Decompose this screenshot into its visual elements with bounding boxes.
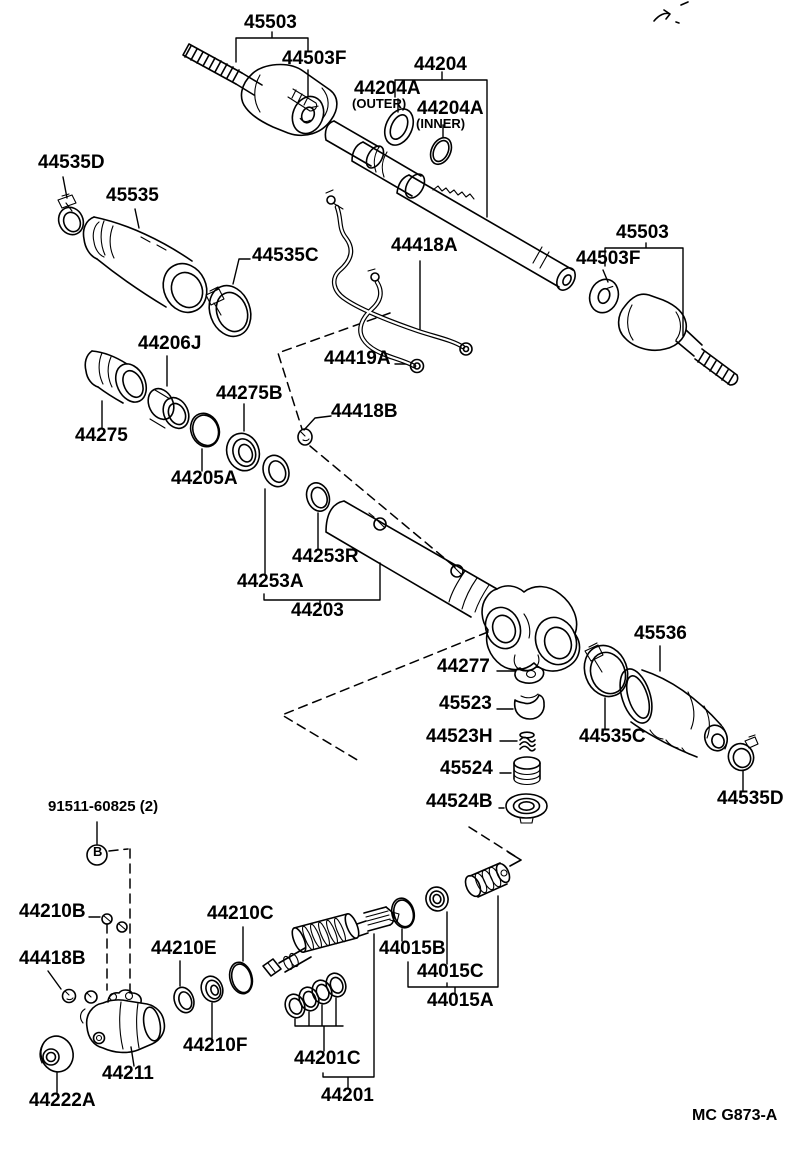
- claw-washer-right-drawing: [585, 275, 623, 317]
- part-label-44015a: 44015A: [427, 990, 494, 1011]
- part-label-44203: 44203: [291, 600, 344, 621]
- clips-44418b-bottom-drawing: [63, 990, 98, 1004]
- tie-rod-right-drawing: [619, 294, 738, 385]
- part-label-44210b: 44210B: [19, 901, 86, 922]
- part-label-44535c-left: 44535C: [252, 245, 319, 266]
- seal-44210f-drawing: [198, 973, 227, 1005]
- clamp-44535c-left-drawing: [202, 280, 257, 343]
- part-label-44524b: 44524B: [426, 791, 493, 812]
- part-label-44201: 44201: [321, 1085, 374, 1106]
- part-label-44418b-mid: 44418B: [331, 401, 398, 422]
- cap-45524-drawing: [514, 757, 540, 785]
- part-label-44206j: 44206J: [138, 333, 202, 354]
- part-label-44535d-left: 44535D: [38, 152, 105, 173]
- part-label-45503-left: 45503: [244, 12, 297, 33]
- part-label-44015c: 44015C: [417, 961, 484, 982]
- oring-44205a-drawing: [186, 409, 224, 451]
- part-label-doc-code: MC G873-A: [692, 1107, 778, 1124]
- part-label-44205a: 44205A: [171, 468, 238, 489]
- part-label-44210c: 44210C: [207, 903, 274, 924]
- part-label-44275b: 44275B: [216, 383, 283, 404]
- part-label-44204a-outer: 44204A: [354, 78, 421, 99]
- part-label-45523: 45523: [439, 693, 492, 714]
- part-label-44277: 44277: [437, 656, 490, 677]
- clip-44418b-mid-drawing: [298, 429, 312, 445]
- valve-shaft-44201-drawing: [263, 907, 399, 976]
- boot-45536-drawing: [614, 665, 731, 757]
- rack-end-cylinders-drawing: [325, 121, 428, 201]
- dashed-arrowhead: [508, 852, 521, 866]
- part-label-44204: 44204: [414, 54, 467, 75]
- part-label-bolt-b: B: [93, 844, 103, 859]
- oring-44210c-drawing: [226, 960, 256, 997]
- part-label-44253a: 44253A: [237, 571, 304, 592]
- part-label-44523h: 44523H: [426, 726, 493, 747]
- part-label-44015b: 44015B: [379, 938, 446, 959]
- part-label-44210e: 44210E: [151, 938, 217, 959]
- part-label-44204a-outer-sub: (OUTER): [352, 96, 407, 111]
- part-label-44204a-inner: 44204A: [417, 98, 484, 119]
- part-label-44222a: 44222A: [29, 1090, 96, 1111]
- valve-44015a-drawing: [462, 862, 512, 899]
- part-label-44419a: 44419A: [324, 348, 391, 369]
- part-label-45524: 45524: [440, 758, 493, 779]
- ring-44253a-drawing: [259, 452, 293, 491]
- valve-housing-44211-drawing: [81, 990, 165, 1052]
- rings-44201c-drawing: [282, 970, 349, 1020]
- part-label-44201c: 44201C: [294, 1048, 361, 1069]
- part-label-44418b-bottom: 44418B: [19, 948, 86, 969]
- part-label-bolt-code: 91511-60825 (2): [48, 798, 159, 815]
- guide-45523-drawing: [515, 694, 544, 719]
- part-label-44503f-left: 44503F: [282, 48, 347, 69]
- corner-mark: [654, 2, 688, 23]
- boot-45535-drawing: [83, 217, 214, 320]
- bolt-91511-drawing: [87, 845, 107, 865]
- oring-inner-drawing: [426, 134, 455, 167]
- part-label-44535d-right: 44535D: [717, 788, 784, 809]
- locknut-44524b-drawing: [506, 794, 547, 823]
- leader-lines: [48, 32, 743, 1094]
- screws-44210b-drawing: [102, 914, 127, 932]
- part-label-44211: 44211: [102, 1063, 154, 1084]
- clamp-44535c-right-drawing: [577, 639, 634, 702]
- seal-44210e-drawing: [171, 985, 198, 1016]
- rack-shaft-drawing: [397, 175, 579, 293]
- oil-seal-outer-drawing: [379, 104, 419, 149]
- clamp-44535d-right-drawing: [725, 735, 758, 774]
- part-label-45503-right: 45503: [616, 222, 669, 243]
- part-label-44418a: 44418A: [391, 235, 458, 256]
- cap-44222a-drawing: [37, 1032, 77, 1075]
- seal-44275b-drawing: [221, 429, 264, 476]
- ring-44253r-drawing: [303, 480, 334, 515]
- grommet-44275-drawing: [85, 351, 152, 407]
- part-label-45536: 45536: [634, 623, 687, 644]
- seal-44015c-drawing: [423, 885, 450, 914]
- spring-44523h-drawing: [520, 732, 535, 751]
- part-label-44204a-inner-sub: (INNER): [416, 116, 466, 131]
- bushing-44206j-drawing: [143, 384, 193, 432]
- part-label-45535: 45535: [106, 185, 159, 206]
- pressure-pipes-drawing: [324, 190, 463, 369]
- part-label-44275: 44275: [75, 425, 128, 446]
- part-label-44535c-right: 44535C: [579, 726, 646, 747]
- part-label-44253r: 44253R: [292, 546, 359, 567]
- part-label-44210f: 44210F: [183, 1035, 248, 1056]
- tie-rod-left-drawing: [183, 44, 337, 135]
- part-label-44503f-right: 44503F: [576, 248, 641, 269]
